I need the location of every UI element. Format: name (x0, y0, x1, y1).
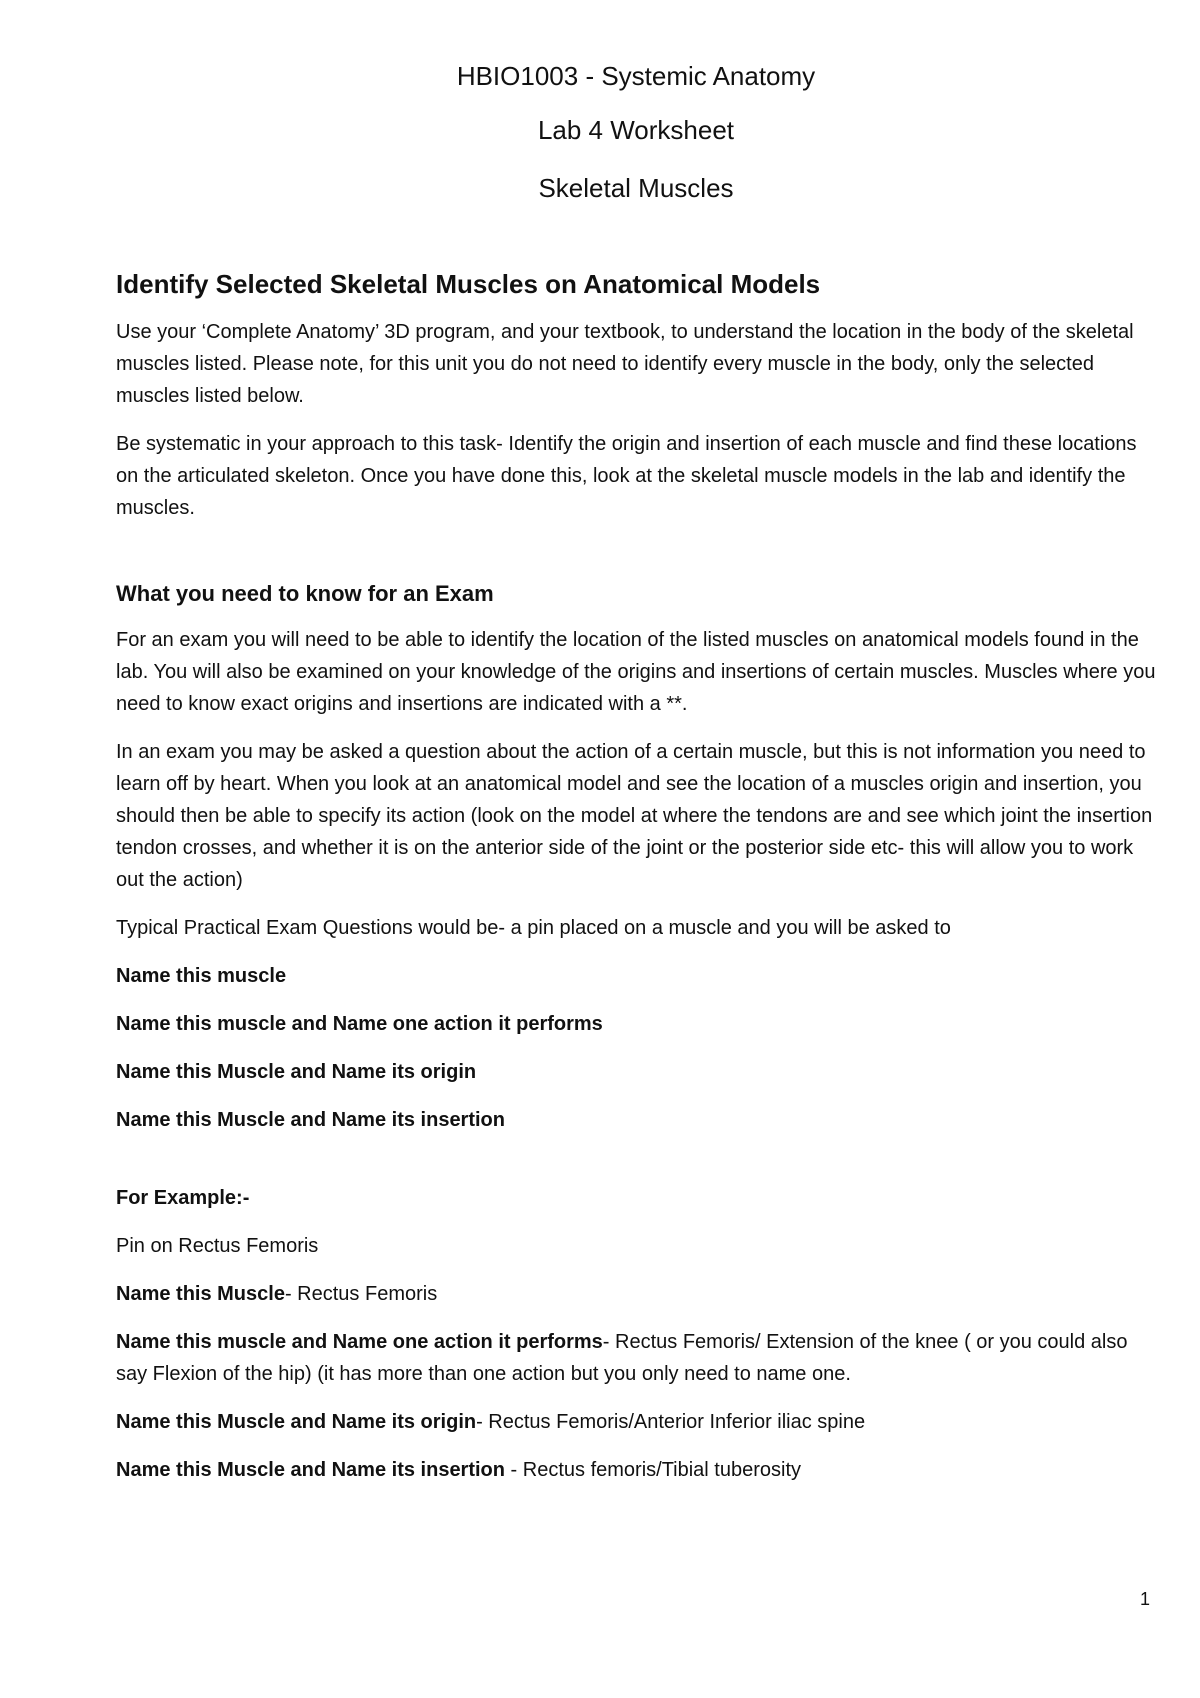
section-heading-identify: Identify Selected Skeletal Muscles on Anatomical Models (116, 269, 821, 299)
section-heading-exam: What you need to know for an Exam (116, 581, 494, 606)
spacer (116, 540, 1156, 580)
paragraph-systematic: Be systematic in your approach to this task- Identify the origin and insertion of each muscle and find these locations on the articulated skeleton. Once you have done this, look at the skeletal muscle models in the lab and identify the muscles. (116, 433, 1137, 519)
example-answer: - Rectus femoris/Tibial tuberosity (505, 1459, 802, 1481)
question-item: Name this muscle (116, 965, 287, 987)
example-answer: - Rectus Femoris (284, 1283, 438, 1305)
page-content (116, 60, 1156, 1502)
paragraph-typical-questions: Typical Practical Exam Questions would be- a pin placed on a muscle and you will be asked to (116, 917, 951, 939)
question-item: Name this Muscle and Name its insertion (116, 1109, 505, 1131)
example-question: Name this muscle and Name one action it performs (116, 1331, 603, 1353)
example-item (116, 1326, 1156, 1390)
course-title: HBIO1003 - Systemic Anatomy (456, 61, 816, 91)
example-question: Name this Muscle (116, 1283, 285, 1305)
topic-title: Skeletal Muscles (538, 173, 734, 203)
example-item (116, 1454, 1156, 1486)
paragraph-exam-action: In an exam you may be asked a question about the action of a certain muscle, but this is not information you need to learn off by heart. When you look at an anatomical model and see the location of a muscles origin and insertion, you should then be able to specify its action (look on the model at where the tendons are and see which joint the insertion tendon crosses, and whether it is on the anterior side of the joint or the posterior side etc- this will allow you to work out the action) (116, 741, 1153, 891)
example-answer: - Rectus Femoris/ Extension of the knee ( or you could also say Flexion of the hip) (it has more than one action but you only need to name one. (116, 1331, 1128, 1385)
page-number: 1 (1139, 1589, 1150, 1609)
example-item (116, 1278, 1156, 1310)
spacer (116, 1152, 1156, 1182)
example-pin: Pin on Rectus Femoris (116, 1235, 319, 1257)
example-answer: - Rectus Femoris/Anterior Inferior iliac spine (476, 1411, 866, 1433)
lab-title: Lab 4 Worksheet (537, 115, 735, 145)
question-item: Name this muscle and Name one action it performs (116, 1013, 603, 1035)
paragraph-instructions: Use your ‘Complete Anatomy’ 3D program, and your textbook, to understand the location in the body of the skeletal muscles listed. Please note, for this unit you do not need to identify every muscle in the body, only the selected muscles listed below. (116, 321, 1134, 407)
example-question: Name this Muscle and Name its insertion (116, 1459, 505, 1481)
example-heading: For Example:- (116, 1187, 250, 1209)
paragraph-exam-identify: For an exam you will need to be able to identify the location of the listed muscles on anatomical models found in the lab. You will also be examined on your knowledge of the origins and insertions of certain muscles. Muscles where you need to know exact origins and insertions are indicated with a **. (116, 629, 1156, 715)
title-block (116, 60, 1156, 204)
example-question: Name this Muscle and Name its origin (116, 1411, 477, 1433)
question-item: Name this Muscle and Name its origin (116, 1061, 477, 1083)
example-item (116, 1406, 1156, 1438)
